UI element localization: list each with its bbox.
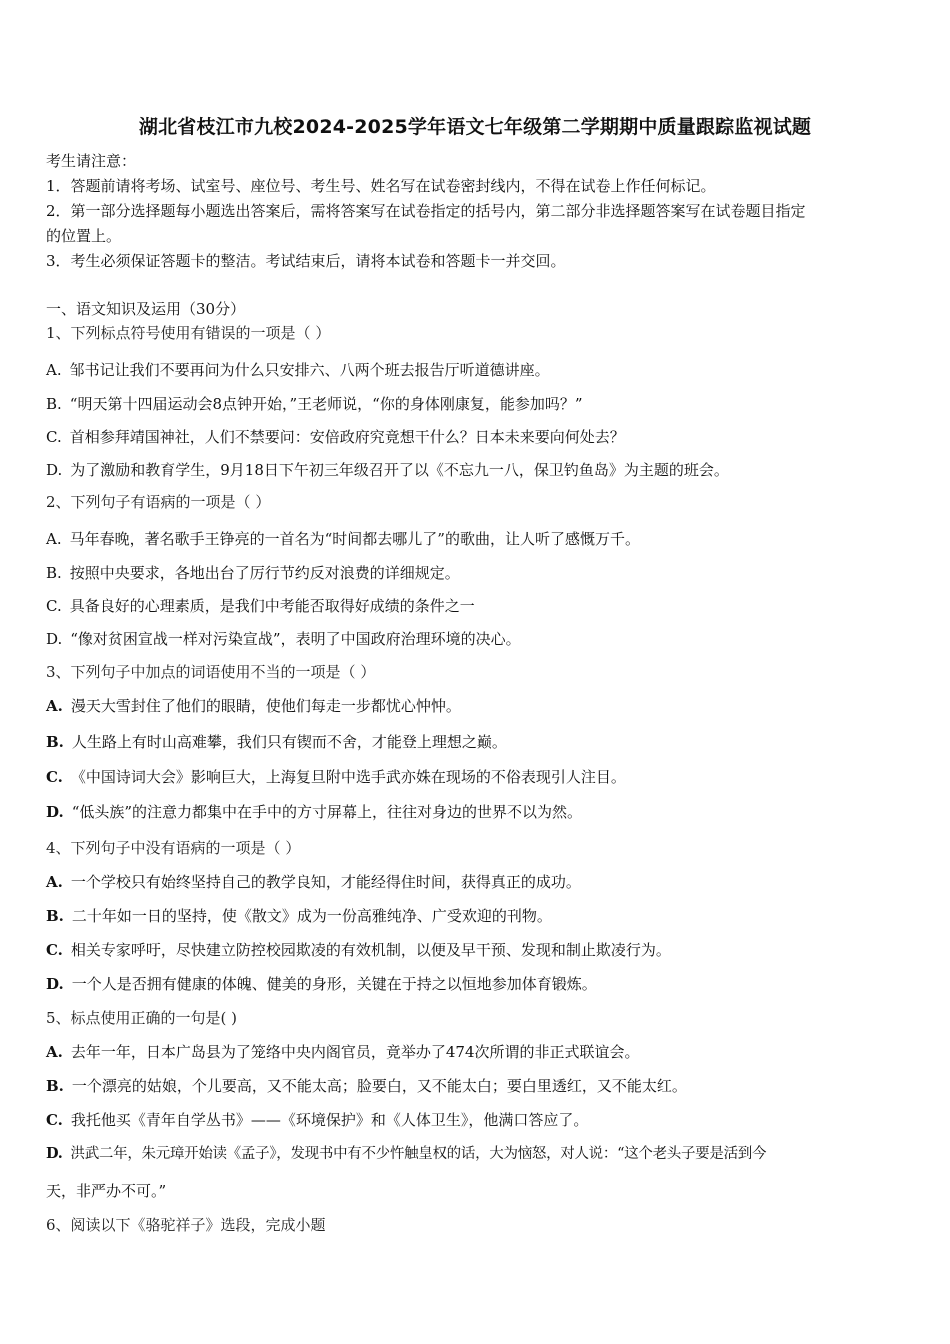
option-text: 洪武二年，朱元璋开始读《孟子》，发现书中有不少忤触皇权的话，大为恼怒，对人说：“这个老头子要是活到今: [70, 1146, 767, 1162]
question-stem: 1、下列标点符号使用有错误的一项是（ ）: [46, 324, 331, 342]
option-text: “明天第十四届运动会8点钟开始，”王老师说，“你的身体刚康复，能参加吗？”: [69, 395, 583, 413]
option-row: [46, 974, 597, 994]
option-row: [46, 394, 583, 414]
option-row: [46, 1110, 588, 1130]
notice-item: 3．考生必须保证答题卡的整洁。考试结束后，请将本试卷和答题卡一并交回。: [46, 252, 566, 270]
option-letter: B.: [46, 1077, 64, 1095]
option-letter: B.: [46, 564, 62, 582]
notice-item: 的位置上。: [46, 227, 122, 245]
question-stem: 6、阅读以下《骆驼祥子》选段，完成小题: [46, 1216, 326, 1234]
option-row: [46, 629, 521, 649]
option-row: [46, 732, 507, 752]
option-text: 二十年如一日的坚持，使《散文》成为一份高雅纯净、广受欢迎的刊物。: [71, 907, 552, 925]
option-letter: C.: [46, 597, 62, 615]
option-row: [46, 940, 671, 960]
option-text: “像对贫困宣战一样对污染宣战”，表明了中国政府治理环境的决心。: [70, 630, 521, 648]
option-row: [46, 360, 550, 380]
option-row: [46, 460, 729, 480]
option-letter: A.: [46, 1043, 63, 1061]
option-letter: C.: [46, 428, 62, 446]
option-row: [46, 529, 640, 549]
option-text: 一个人是否拥有健康的体魄、健美的身形，关键在于持之以恒地参加体育锻炼。: [71, 975, 597, 993]
option-row: [46, 767, 626, 787]
option-row: [46, 696, 461, 716]
option-row: [46, 1144, 766, 1164]
option-row: [46, 563, 460, 583]
option-text: 马年春晚，著名歌手王铮亮的一首名为“时间都去哪儿了”的歌曲，让人听了感慨万千。: [69, 530, 640, 548]
question-stem: 5、标点使用正确的一句是( ): [46, 1009, 238, 1027]
option-letter: D.: [46, 630, 63, 648]
option-letter: A.: [46, 873, 63, 891]
option-row: [46, 596, 475, 616]
option-text: 具备良好的心理素质，是我们中考能否取得好成绩的条件之一: [69, 597, 475, 615]
option-letter: D.: [46, 803, 64, 821]
option-row: [46, 906, 552, 926]
option-letter: D.: [46, 461, 63, 479]
option-letter: A.: [46, 697, 63, 715]
option-text: 相关专家呼吁，尽快建立防控校园欺凌的有效机制，以便及早干预、发现和制止欺凌行为。: [70, 941, 671, 959]
option-text: “低头族”的注意力都集中在手中的方寸屏幕上，往往对身边的世界不以为然。: [71, 803, 583, 821]
option-text: 一个学校只有始终坚持自己的教学良知，才能经得住时间，获得真正的成功。: [70, 873, 581, 891]
option-letter: A.: [46, 530, 62, 548]
option-letter: D.: [46, 1145, 63, 1162]
option-text: 我托他买《青年自学丛书》——《环境保护》和《人体卫生》，他满口答应了。: [70, 1111, 589, 1129]
question-stem: 4、下列句子中没有语病的一项是（ ）: [46, 839, 301, 857]
option-row: [46, 872, 581, 892]
option-letter: B.: [46, 733, 64, 751]
option-row: [46, 427, 625, 447]
option-row: [46, 1076, 687, 1096]
notice-item: 1．答题前请将考场、试室号、座位号、考生号、姓名写在试卷密封线内，不得在试卷上作任何标记。: [46, 177, 716, 195]
option-row: [46, 1042, 640, 1062]
option-text: 按照中央要求，各地出台了厉行节约反对浪费的详细规定。: [69, 564, 460, 582]
page-title: 湖北省枝江市九校2024-2025学年语文七年级第二学期期中质量跟踪监视试题: [138, 116, 812, 138]
option-text: 首相参拜靖国神社，人们不禁要问：安倍政府究竟想干什么？日本未来要向何处去？: [69, 428, 625, 446]
notice-item: 2．第一部分选择题每小题选出答案后，需将答案写在试卷指定的括号内，第二部分非选择题答案写在试卷题目指定: [46, 202, 806, 220]
option-continuation: 天，非严办不可。”: [46, 1182, 167, 1200]
option-text: 一个漂亮的姑娘，个儿要高，又不能太高；脸要白，又不能太白；要白里透红，又不能太红。: [71, 1077, 687, 1095]
option-text: 人生路上有时山高难攀，我们只有锲而不舍，才能登上理想之巅。: [71, 733, 507, 751]
option-letter: B.: [46, 907, 64, 925]
option-letter: B.: [46, 395, 62, 413]
option-letter: C.: [46, 941, 63, 959]
option-text: 去年一年，日本广岛县为了笼络中央内阁官员，竟举办了474次所谓的非正式联谊会。: [70, 1043, 640, 1061]
question-stem: 2、下列句子有语病的一项是（ ）: [46, 493, 271, 511]
question-stem: 3、下列句子中加点的词语使用不当的一项是（ ）: [46, 663, 376, 681]
option-text: 《中国诗词大会》影响巨大，上海复旦附中选手武亦姝在现场的不俗表现引人注目。: [70, 768, 626, 786]
section-heading: 一、语文知识及运用（30分）: [46, 300, 246, 318]
notice-heading: 考生请注意：: [46, 152, 137, 170]
option-letter: C.: [46, 1111, 63, 1129]
option-text: 为了激励和教育学生，9月18日下午初三年级召开了以《不忘九一八，保卫钓鱼岛》为主题的班会。: [70, 461, 729, 479]
option-row: [46, 802, 582, 822]
option-letter: D.: [46, 975, 64, 993]
option-text: 漫天大雪封住了他们的眼睛，使他们每走一步都忧心忡忡。: [70, 697, 461, 715]
option-letter: A.: [46, 361, 62, 379]
option-text: 邹书记让我们不要再问为什么只安排六、八两个班去报告厅听道德讲座。: [69, 361, 550, 379]
option-letter: C.: [46, 768, 63, 786]
